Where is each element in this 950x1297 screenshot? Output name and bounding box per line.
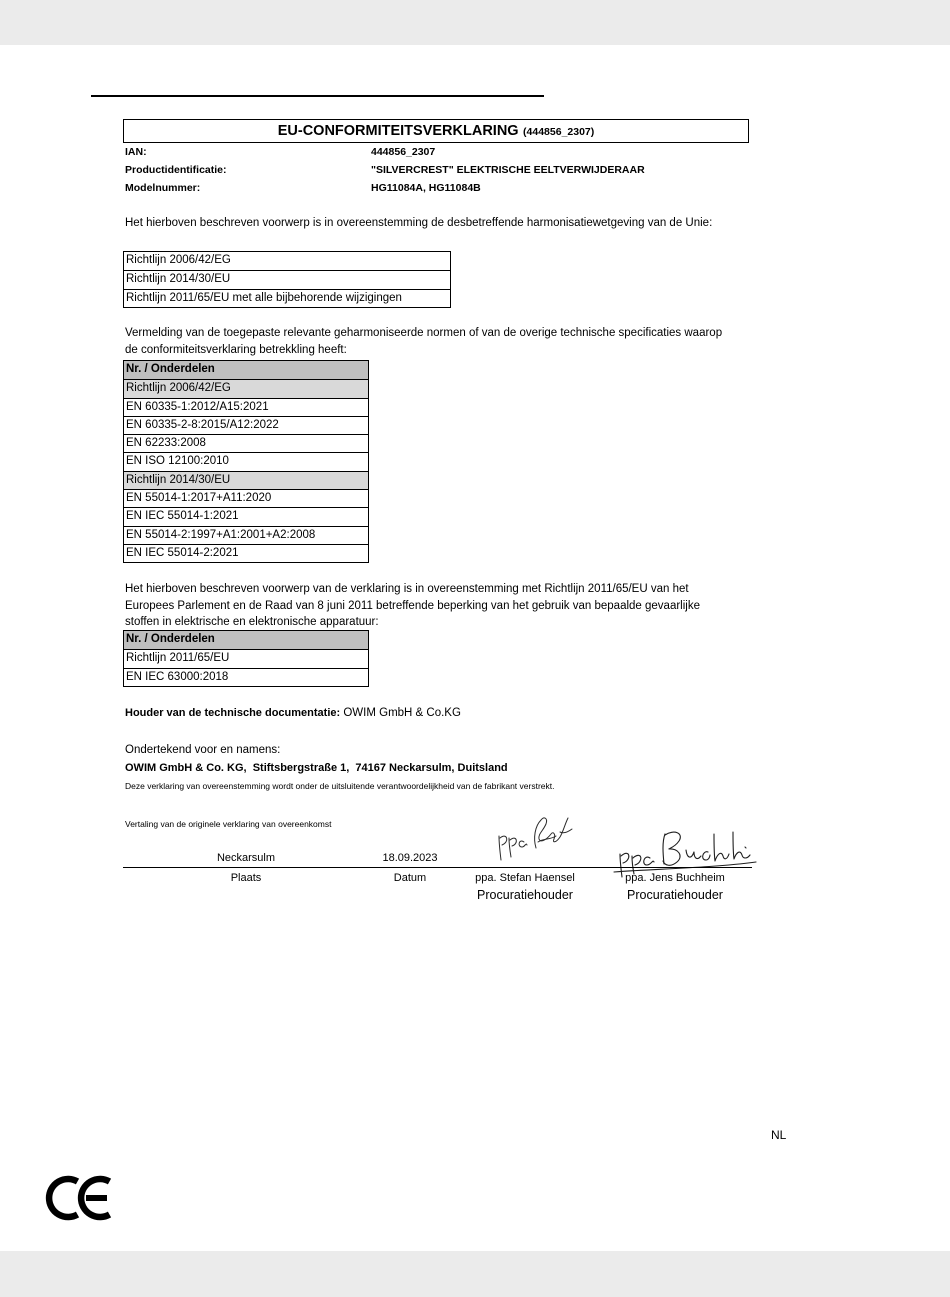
table-row: EN IEC 63000:2018	[124, 668, 368, 686]
signature-stefan-haensel	[486, 812, 578, 864]
translation-note: Vertaling van de originele verklaring van overeenkomst	[125, 819, 332, 829]
model-number-label: Modelnummer:	[125, 182, 201, 194]
table-row: EN IEC 55014-1:2021	[124, 507, 368, 525]
table-row: EN 60335-1:2012/A15:2021	[124, 398, 368, 416]
signatory-name: ppa. Jens Buchheim	[625, 872, 725, 884]
harmonisation-statement: Het hierboven beschreven voorwerp is in overeenstemming de desbetreffende harmonisatiewetgeving van de Unie:	[125, 217, 713, 229]
table-row: EN IEC 55014-2:2021	[124, 544, 368, 562]
ian-value: 444856_2307	[371, 146, 436, 158]
model-number-value: HG11084A, HG11084B	[371, 182, 481, 194]
company-address: OWIM GmbH & Co. KG, Stiftsbergstraße 1, 74167 Neckarsulm, Duitsland	[125, 762, 508, 774]
place-label: Plaats	[230, 872, 262, 884]
table-row: Richtlijn 2006/42/EG	[126, 254, 231, 266]
rohs-statement-line: Europees Parlement en de Raad van 8 juni 2011 betreffende beperking van het gebruik van bepaalde gevaarlijke	[125, 600, 700, 612]
header-rule	[91, 95, 544, 97]
declaration-reference: (444856_2307)	[523, 126, 595, 138]
table-header: Nr. / Onderdelen	[124, 631, 368, 649]
signing-date: 18.09.2023	[382, 852, 438, 864]
table-row: EN 62233:2008	[124, 434, 368, 452]
date-label: Datum	[393, 872, 427, 884]
table-row: EN 60335-2-8:2015/A12:2022	[124, 416, 368, 434]
product-id-value: "SILVERCREST" ELEKTRISCHE EELTVERWIJDERAAR	[371, 164, 645, 176]
ian-label: IAN:	[125, 146, 147, 158]
table-row: Richtlijn 2011/65/EU	[124, 649, 368, 667]
table-row: EN 55014-1:2017+A11:2020	[124, 489, 368, 507]
technical-documentation-holder: OWIM GmbH & Co.KG	[343, 707, 461, 719]
signing-place: Neckarsulm	[216, 852, 276, 864]
technical-documentation	[125, 705, 461, 721]
declaration-title: EU-CONFORMITEITSVERKLARING	[277, 123, 519, 139]
table-row: Richtlijn 2014/30/EU	[124, 270, 450, 288]
ce-mark-icon	[44, 1174, 114, 1224]
table-row-group: Richtlijn 2006/42/EG	[124, 379, 368, 397]
product-id-label: Productidentificatie:	[125, 164, 227, 176]
rohs-statement-line: stoffen in elektrische en elektronische apparatuur:	[125, 616, 379, 628]
table-row: EN ISO 12100:2010	[124, 452, 368, 470]
table-row: EN 55014-2:1997+A1:2001+A2:2008	[124, 526, 368, 544]
technical-documentation-label: Houder van de technische documentatie:	[125, 707, 341, 719]
responsibility-note: Deze verklaring van overeenstemming wordt onder de uitsluitende verantwoordelijkheid van de fabrikant verstrekt.	[125, 781, 555, 791]
signing-intro: Ondertekend voor en namens:	[125, 744, 281, 756]
signature-line	[123, 867, 752, 868]
signatory-role: Procuratiehouder	[627, 888, 723, 902]
directives-table	[123, 251, 451, 308]
top-margin-band	[0, 0, 950, 45]
language-code: NL	[771, 1128, 787, 1142]
standards-statement-line: de conformiteitsverklaring betrekkling heeft:	[125, 344, 347, 356]
rohs-table	[123, 630, 369, 687]
table-row-group: Richtlijn 2014/30/EU	[124, 471, 368, 489]
standards-table	[123, 360, 369, 563]
table-row: Richtlijn 2011/65/EU met alle bijbehorende wijzigingen	[124, 289, 450, 307]
bottom-margin-band	[0, 1251, 950, 1297]
signatory-role: Procuratiehouder	[477, 888, 573, 902]
signatory-name: ppa. Stefan Haensel	[475, 872, 575, 884]
standards-statement-line: Vermelding van de toegepaste relevante geharmoniseerde normen of van de overige technische specificaties waarop	[125, 327, 723, 339]
rohs-statement-line: Het hierboven beschreven voorwerp van de verklaring is in overeenstemming met Richtlijn 2011/65/EU van het	[125, 583, 689, 595]
declaration-title-box	[123, 119, 749, 143]
table-header: Nr. / Onderdelen	[124, 361, 368, 379]
